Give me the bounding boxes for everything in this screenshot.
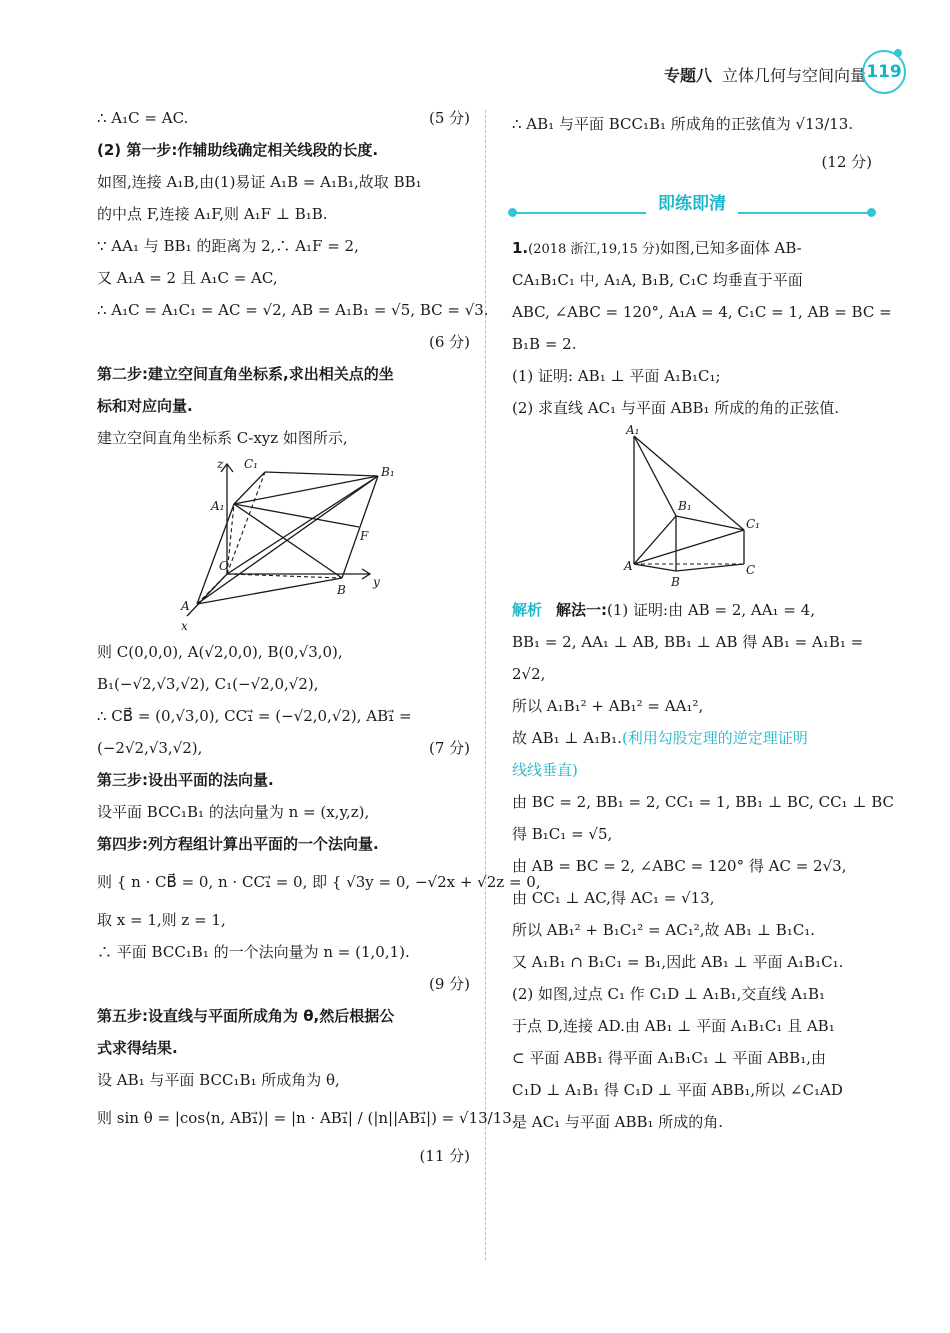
label-B: B xyxy=(671,575,680,589)
edge-B1C1 xyxy=(676,516,744,530)
prism-coordinate-figure xyxy=(97,454,470,636)
label-x: x xyxy=(181,619,188,633)
text-line: 取 x = 1,则 z = 1, xyxy=(97,911,226,929)
text-line: 得 B₁C₁ = √5, xyxy=(512,825,613,843)
score: (11 分) xyxy=(419,1147,470,1165)
text-line: 所以 A₁B₁² + AB₁² = AA₁², xyxy=(512,697,704,715)
segment-AC1 xyxy=(634,530,744,564)
text-line: ∴ CB⃗ = (0,√3,0), CC₁⃗ = (−√2,0,√2), AB₁⃗ = xyxy=(97,707,412,725)
header-topic: 专题八 xyxy=(663,65,712,85)
problem-first-line: 1.(2018 浙江,19,15 分)如图,已知多面体 AB- xyxy=(512,239,802,257)
label-B1: B₁ xyxy=(381,465,395,479)
text-line: 由 AB = BC = 2, ∠ABC = 120° 得 AC = 2√3, xyxy=(512,857,847,875)
column-divider xyxy=(485,110,486,1260)
x-axis xyxy=(187,574,227,616)
step-heading: 第三步:设出平面的法向量. xyxy=(97,771,274,789)
label-z: z xyxy=(217,457,224,471)
step-heading: 第四步:列方程组计算出平面的一个法向量. xyxy=(97,835,379,853)
page-number: 119 xyxy=(862,50,906,94)
text-line: ∴ AB₁ 与平面 BCC₁B₁ 所成角的正弦值为 √13/13. xyxy=(512,115,854,133)
label-B1: B₁ xyxy=(678,499,692,513)
segment-A1F xyxy=(234,504,359,527)
text-line: (2) 如图,过点 C₁ 作 C₁D ⊥ A₁B₁,交直线 A₁B₁ xyxy=(512,985,826,1003)
text-line: 由 BC = 2, BB₁ = 2, CC₁ = 1, BB₁ ⊥ BC, CC₁ ⊥ BC xyxy=(512,793,894,811)
solution-first-line: 解析 解法一:(1) 证明:由 AB = 2, AA₁ = 4, xyxy=(512,601,815,619)
label-C1: C₁ xyxy=(244,457,258,471)
text-line: 设 AB₁ 与平面 BCC₁B₁ 所成角为 θ, xyxy=(97,1071,340,1089)
text-line: 如图,连接 A₁B,由(1)易证 A₁B = A₁B₁,故取 BB₁ xyxy=(97,173,422,191)
text-line: ∴ A₁C = A₁C₁ = AC = √2, AB = A₁B₁ = √5, BC = √3. xyxy=(97,301,489,319)
formula-line: 则 sin θ = |cos⟨n, AB₁⃗⟩| = |n · AB₁⃗| / (|n||AB₁⃗|) = √13/13. xyxy=(97,1109,517,1127)
step-heading: 第二步:建立空间直角坐标系,求出相关点的坐 xyxy=(97,365,394,383)
text-line: (2) 求直线 AC₁ 与平面 ABB₁ 所成的角的正弦值. xyxy=(512,399,840,417)
text-line: ABC, ∠ABC = 120°, A₁A = 4, C₁C = 1, AB = BC = xyxy=(512,303,892,321)
edge-BC xyxy=(676,564,744,571)
text-line: ⊂ 平面 ABB₁ 得平面 A₁B₁C₁ ⊥ 平面 ABB₁,由 xyxy=(512,1049,826,1067)
text-line: 又 A₁A = 2 且 A₁C = AC, xyxy=(97,269,278,287)
text-line: B₁B = 2. xyxy=(512,335,577,353)
step-heading: 式求得结果. xyxy=(97,1039,178,1057)
polyhedron-figure xyxy=(512,424,872,594)
step-heading: (2) 第一步:作辅助线确定相关线段的长度. xyxy=(97,141,379,159)
banner-title: 即练即清 xyxy=(646,190,738,218)
solution-note: (利用勾股定理的逆定理证明 xyxy=(621,729,808,747)
edge-AA1 xyxy=(197,504,234,604)
text-line: 于点 D,连接 AD.由 AB₁ ⊥ 平面 A₁B₁C₁ 且 AB₁ xyxy=(512,1017,835,1035)
label-C: C xyxy=(746,563,756,577)
text-line: 又 A₁B₁ ∩ B₁C₁ = B₁,因此 AB₁ ⊥ 平面 A₁B₁C₁. xyxy=(512,953,844,971)
label-C1: C₁ xyxy=(746,517,760,531)
text-line: ∴ A₁C = AC. (5 分) xyxy=(97,109,470,127)
label-y: y xyxy=(373,575,380,589)
score: (12 分) xyxy=(821,153,872,171)
label-A: A xyxy=(181,599,190,613)
label-A1: A₁ xyxy=(211,499,225,513)
solution-tag: 解析 xyxy=(512,601,543,619)
problem-number: 1. xyxy=(512,239,529,257)
text-line: 则 C(0,0,0), A(√2,0,0), B(0,√3,0), xyxy=(97,643,343,661)
edge-A1C1 xyxy=(634,436,744,530)
header-title: 立体几何与空间向量 xyxy=(721,65,866,85)
text-line: 故 AB₁ ⊥ A₁B₁.(利用勾股定理的逆定理证明 xyxy=(512,729,808,747)
practice-banner xyxy=(512,182,872,228)
label-A: A xyxy=(624,559,633,573)
edge-AB xyxy=(634,564,676,571)
score: (6 分) xyxy=(428,333,470,351)
step-heading: 标和对应向量. xyxy=(97,397,193,415)
label-C: C xyxy=(219,559,229,573)
solution-method: 解法一: xyxy=(556,601,608,619)
edge-C1B1 xyxy=(265,472,378,476)
banner-dot xyxy=(867,208,876,217)
label-F: F xyxy=(360,529,369,543)
step-heading: 第五步:设直线与平面所成角为 θ,然后根据公 xyxy=(97,1007,395,1025)
equation-system: 则 { n · CB⃗ = 0, n · CC₁⃗ = 0, 即 { √3y = 0, −√2x + √2z = 0, xyxy=(97,873,541,891)
text-line: 2√2, xyxy=(512,665,546,683)
problem-source: (2018 浙江,19,15 分) xyxy=(528,242,660,257)
text-line: 建立空间直角坐标系 C-xyz 如图所示, xyxy=(97,429,348,447)
segment-AB1 xyxy=(197,476,378,604)
solution-note: 线线垂直) xyxy=(512,761,578,779)
text-line: 所以 AB₁² + B₁C₁² = AC₁²,故 AB₁ ⊥ B₁C₁. xyxy=(512,921,816,939)
label-B: B xyxy=(337,583,346,597)
text-line: (−2√2,√3,√2), (7 分) xyxy=(97,739,470,757)
edge-A1B1 xyxy=(634,436,676,516)
text-line: CA₁B₁C₁ 中, A₁A, B₁B, C₁C 均垂直于平面 xyxy=(512,271,803,289)
text-line: 设平面 BCC₁B₁ 的法向量为 n = (x,y,z), xyxy=(97,803,370,821)
text-line: 的中点 F,连接 A₁F,则 A₁F ⊥ B₁B. xyxy=(97,205,328,223)
text-line: 由 CC₁ ⊥ AC,得 AC₁ = √13, xyxy=(512,889,715,907)
text-line: C₁D ⊥ A₁B₁ 得 C₁D ⊥ 平面 ABB₁,所以 ∠C₁AD xyxy=(512,1081,843,1099)
text-line: BB₁ = 2, AA₁ ⊥ AB, BB₁ ⊥ AB 得 AB₁ = A₁B₁ = xyxy=(512,633,864,651)
page-header xyxy=(664,56,866,92)
text-line: ∴ 平面 BCC₁B₁ 的一个法向量为 n = (1,0,1). xyxy=(97,943,410,961)
edge-CC1 xyxy=(227,472,265,574)
banner-dot xyxy=(508,208,517,217)
segment-AB1 xyxy=(634,516,676,564)
text-line: (1) 证明: AB₁ ⊥ 平面 A₁B₁C₁; xyxy=(512,367,721,385)
edge-BB1 xyxy=(342,476,378,578)
score: (9 分) xyxy=(428,975,470,993)
text-line: ∵ AA₁ 与 BB₁ 的距离为 2,∴ A₁F = 2, xyxy=(97,237,359,255)
text-line: B₁(−√2,√3,√2), C₁(−√2,0,√2), xyxy=(97,675,319,693)
right-column xyxy=(512,102,894,1138)
label-A1: A₁ xyxy=(626,423,640,437)
text-line: 是 AC₁ 与平面 ABB₁ 所成的角. xyxy=(512,1113,724,1131)
